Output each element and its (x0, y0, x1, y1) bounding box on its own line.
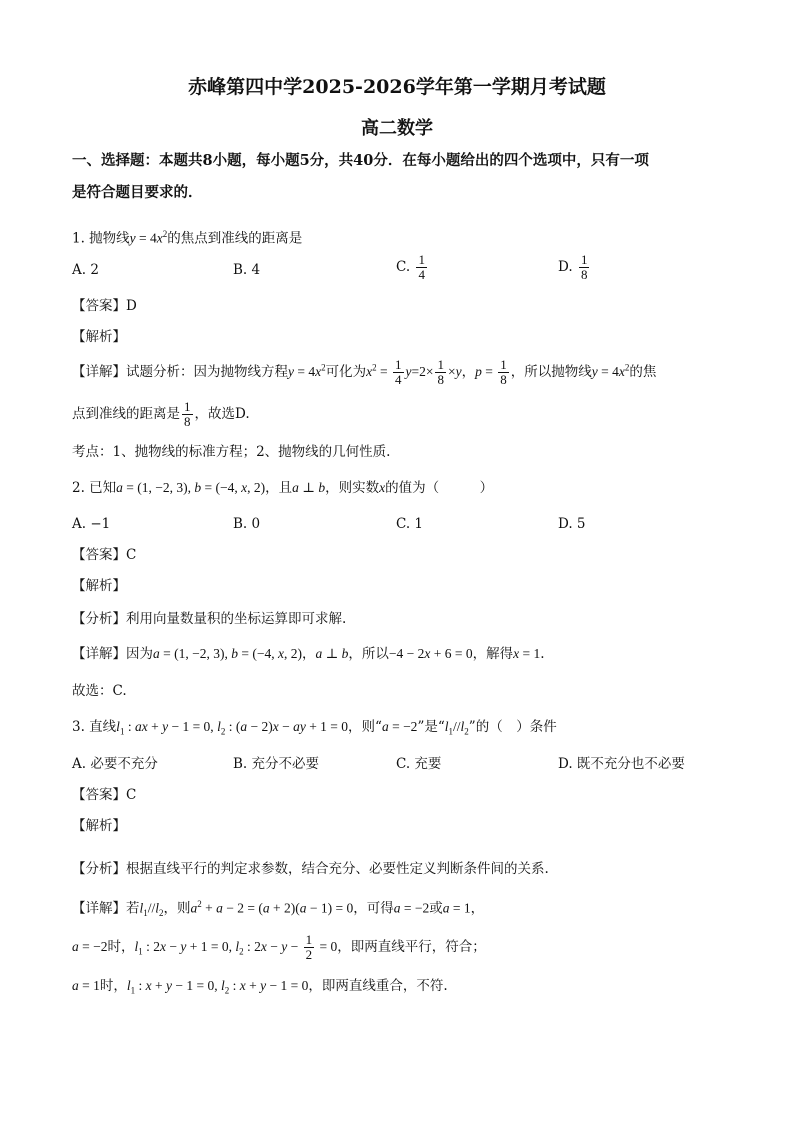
q3-fenxi: 【分析】根据直线平行的判定求参数，结合充分、必要性定义判断条件间的关系. (72, 861, 549, 877)
q1-detail-line2: 点到准线的距离是 $\frac{1}{8}$ ，故选D. (72, 399, 250, 429)
q3-option-c: C. 充要 (396, 756, 442, 772)
q2-option-a: A. −1 (72, 516, 111, 532)
q3-stem: 3. 直线$l_1$ : ax + y − 1 = 0, $l_2$ : (a − 2)x − ay + 1 = 0，则“a = −2”是“$l_1//l_2$”的（ ）条件 (72, 719, 557, 737)
q2-detail: 【详解】因为a = (1, −2, 3), b = (−4, x, 2)，a ⊥ b，所以−4 − 2x + 6 = 0，解得x = 1. (72, 646, 545, 662)
q1-stem: 1. 抛物线$y = 4x^2$的焦点到准线的距离是 (72, 229, 303, 247)
q1-option-d: D. $\frac{1}{8}$ (558, 252, 588, 282)
q1-analysis-label: 【解析】 (72, 329, 126, 345)
q3-option-d: D. 既不充分也不必要 (558, 756, 685, 772)
section-heading-line2: 是符合题目要求的． (72, 184, 203, 201)
q2-guxuan: 故选：C. (72, 683, 127, 699)
q3-detail-line1: 【详解】若$l_1//l_2$，则$a^2 + a - 2 = (a + 2)(a - 1) = 0$，可得a = −2或a = 1， (72, 899, 485, 919)
q3-detail-case1: a = −2时，$l_1$ : 2x − y + 1 = 0, $l_2$ : 2x − y − $\frac{1}{2}$ = 0，即两直线平行，符合； (72, 932, 486, 962)
q2-option-c: C. 1 (396, 516, 424, 532)
q3-answer: 【答案】C (72, 787, 137, 803)
q3-option-a: A. 必要不充分 (72, 756, 158, 772)
q1-option-b: B. 4 (233, 262, 261, 278)
subject-title: 高二数学 (361, 118, 433, 139)
q2-analysis-label: 【解析】 (72, 578, 126, 594)
q2-option-d: D. 5 (558, 516, 586, 532)
q3-analysis-label: 【解析】 (72, 818, 126, 834)
q3-option-b: B. 充分不必要 (233, 756, 320, 772)
q2-fenxi: 【分析】利用向量数量积的坐标运算即可求解. (72, 611, 347, 627)
page-title: 赤峰第四中学2025-2026学年第一学期月考试题 (188, 76, 606, 98)
q1-option-a: A. 2 (72, 262, 99, 278)
section-heading-line1: 一、选择题：本题共8小题，每小题5分，共40分．在每小题给出的四个选项中，只有一项 (72, 152, 649, 169)
q1-detail-line1: 【详解】试题分析：因为抛物线方程$y = 4x^2$可化为$x^2$ = $\frac{1}{4}$ y=2× $\frac{1}{8}$ ×y，p = $\frac{1}{8}$ ，所以抛物线$y = 4x^2$的焦 (72, 357, 657, 387)
q2-option-b: B. 0 (233, 516, 261, 532)
q3-detail-case2: a = 1时，$l_1$ : x + y − 1 = 0, $l_2$ : x + y − 1 = 0，即两直线重合，不符. (72, 978, 448, 996)
q2-stem: 2. 已知a = (1, −2, 3), b = (−4, x, 2)，且a ⊥ b，则实数x的值为（ ） (72, 480, 494, 496)
q1-kaodian: 考点：1、抛物线的标准方程；2、抛物线的几何性质. (72, 444, 391, 460)
q1-answer: 【答案】D (72, 298, 137, 314)
q2-answer: 【答案】C (72, 547, 137, 563)
q1-option-c: C. $\frac{1}{4}$ (396, 252, 425, 282)
